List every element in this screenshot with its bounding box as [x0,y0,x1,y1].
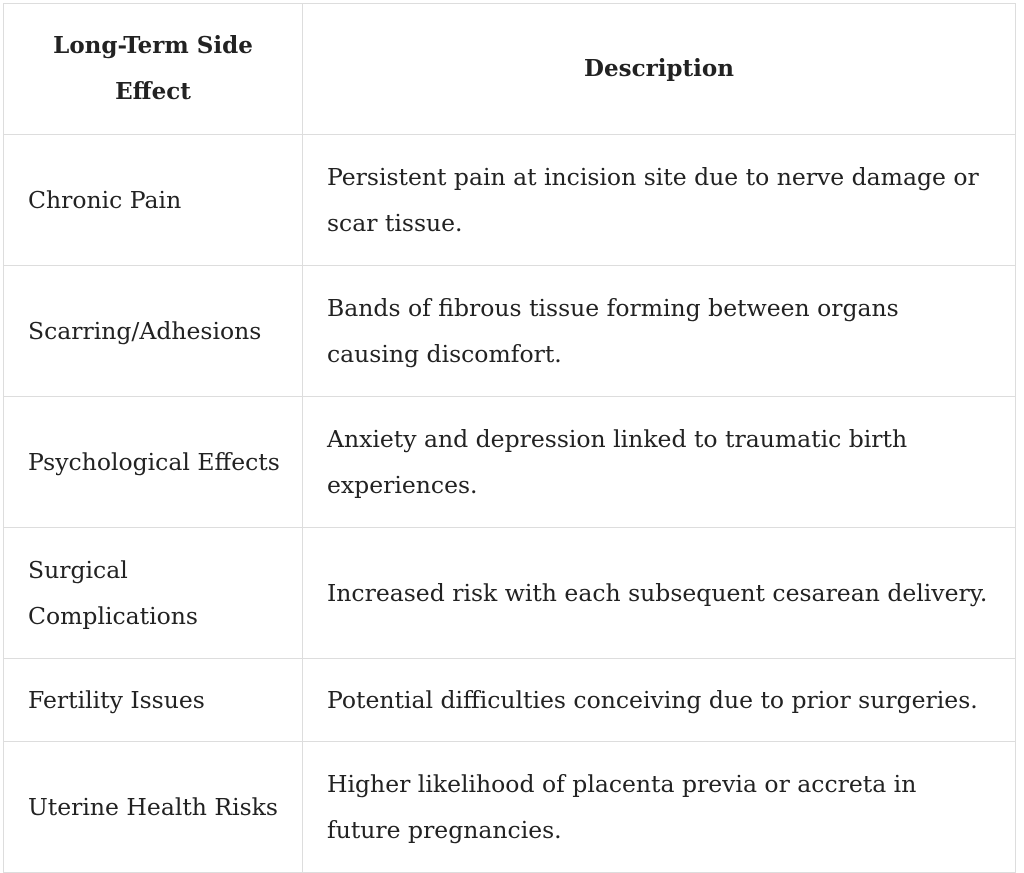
description-cell: Bands of fibrous tissue forming between organs causing discomfort. [303,266,1016,397]
table-row [4,397,1016,528]
table-body [4,135,1016,873]
description-cell: Increased risk with each subsequent cesarean delivery. [303,528,1016,659]
description-cell: Persistent pain at incision site due to nerve damage or scar tissue. [303,135,1016,266]
effect-cell: Chronic Pain [4,135,303,266]
effect-cell: Uterine Health Risks [4,742,303,873]
effect-cell: Surgical Complications [4,528,303,659]
description-cell: Potential difficulties conceiving due to prior surgeries. [303,659,1016,742]
table-row [4,528,1016,659]
description-cell: Higher likelihood of placenta previa or accreta in future pregnancies. [303,742,1016,873]
effect-cell: Fertility Issues [4,659,303,742]
column-header-description: Description [303,4,1016,135]
table-row [4,742,1016,873]
column-header-effect: Long-Term Side Effect [4,4,303,135]
table-row [4,135,1016,266]
table-header-row [4,4,1016,135]
description-cell: Anxiety and depression linked to traumatic birth experiences. [303,397,1016,528]
table-header [4,4,1016,135]
table-row [4,266,1016,397]
effect-cell: Scarring/Adhesions [4,266,303,397]
side-effects-table [3,3,1016,873]
table-row [4,659,1016,742]
effect-cell: Psychological Effects [4,397,303,528]
